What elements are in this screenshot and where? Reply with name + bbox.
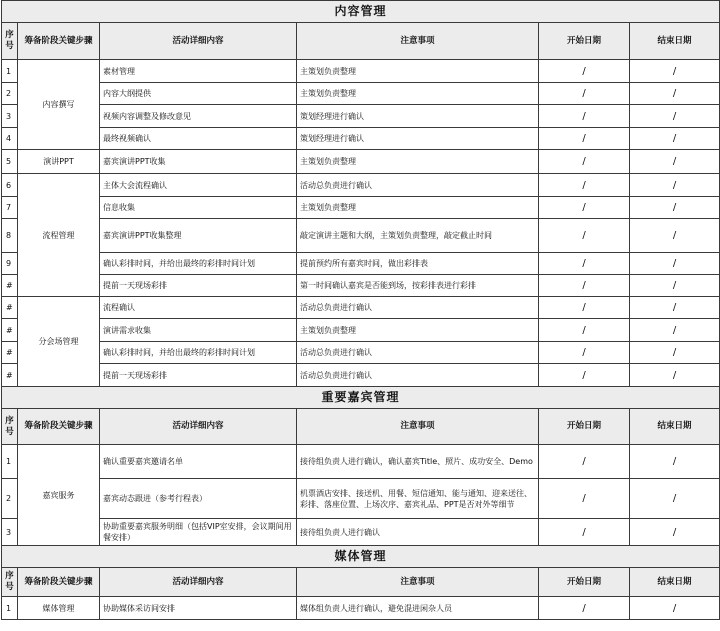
notes-cell: 第一时间确认嘉宾是否能到场，按彩排表进行彩排: [297, 275, 539, 297]
table-row: [2, 197, 720, 219]
table-row: [2, 342, 720, 364]
end-date-cell: /: [630, 479, 720, 519]
end-date-cell: /: [630, 519, 720, 546]
detail-cell: 视频内容调整及修改意见: [100, 105, 297, 128]
notes-cell: 媒体组负责人进行确认，避免混进闲杂人员: [297, 597, 539, 620]
row-number: 3: [2, 519, 18, 546]
table-row: [2, 83, 720, 105]
start-date-cell: /: [539, 105, 630, 128]
row-number: 1: [2, 60, 18, 83]
end-date-cell: /: [630, 105, 720, 128]
detail-cell: 嘉宾演讲PPT收集整理: [100, 219, 297, 253]
row-number: 7: [2, 197, 18, 219]
detail-cell: 嘉宾演讲PPT收集: [100, 150, 297, 174]
table-row: [2, 597, 720, 620]
end-date-cell: /: [630, 445, 720, 479]
row-number: 1: [2, 597, 18, 620]
notes-cell: 主策划负责整理: [297, 150, 539, 174]
table-row: [2, 297, 720, 319]
end-date-cell: /: [630, 219, 720, 253]
notes-cell: 接待组负责人进行确认: [297, 519, 539, 546]
detail-cell: 流程确认: [100, 297, 297, 319]
header-notes: 注意事项: [297, 568, 539, 597]
header-notes: 注意事项: [297, 23, 539, 60]
stage-cell: 演讲PPT: [18, 150, 100, 174]
table-row: [2, 519, 720, 546]
start-date-cell: /: [539, 253, 630, 275]
detail-cell: 素材管理: [100, 60, 297, 83]
notes-cell: 策划经理进行确认: [297, 105, 539, 128]
row-number: #: [2, 275, 18, 297]
end-date-cell: /: [630, 297, 720, 319]
table-row: [2, 219, 720, 253]
detail-cell: 演讲需求收集: [100, 319, 297, 342]
start-date-cell: /: [539, 275, 630, 297]
end-date-cell: /: [630, 275, 720, 297]
end-date-cell: /: [630, 342, 720, 364]
section-title: 重要嘉宾管理: [2, 387, 720, 409]
stage-cell: 分会场管理: [18, 297, 100, 387]
start-date-cell: /: [539, 128, 630, 150]
table-row: [2, 60, 720, 83]
start-date-cell: /: [539, 83, 630, 105]
start-date-cell: /: [539, 445, 630, 479]
notes-cell: 活动总负责进行确认: [297, 364, 539, 387]
end-date-cell: /: [630, 60, 720, 83]
notes-cell: 接待组负责人进行确认，确认嘉宾Title、照片、成功安全、Demo: [297, 445, 539, 479]
end-date-cell: /: [630, 150, 720, 174]
start-date-cell: /: [539, 479, 630, 519]
header-detail: 活动详细内容: [100, 409, 297, 445]
end-date-cell: /: [630, 253, 720, 275]
header-no: 序号: [2, 568, 18, 597]
table-row: [2, 364, 720, 387]
notes-cell: 策划经理进行确认: [297, 128, 539, 150]
row-number: 2: [2, 83, 18, 105]
stage-cell: 流程管理: [18, 174, 100, 297]
end-date-cell: /: [630, 197, 720, 219]
end-date-cell: /: [630, 83, 720, 105]
section-title: 内容管理: [2, 1, 720, 23]
start-date-cell: /: [539, 297, 630, 319]
header-end-date: 结束日期: [630, 23, 720, 60]
row-number: 2: [2, 479, 18, 519]
table-row: [2, 319, 720, 342]
row-number: #: [2, 297, 18, 319]
row-number: 9: [2, 253, 18, 275]
start-date-cell: /: [539, 219, 630, 253]
notes-cell: 提前预约所有嘉宾时间，做出彩排表: [297, 253, 539, 275]
notes-cell: 主策划负责整理: [297, 83, 539, 105]
header-end-date: 结束日期: [630, 568, 720, 597]
header-start-date: 开始日期: [539, 23, 630, 60]
header-notes: 注意事项: [297, 409, 539, 445]
detail-cell: 确认彩排时间，并给出最终的彩排时间计划: [100, 342, 297, 364]
row-number: 8: [2, 219, 18, 253]
stage-cell: 嘉宾服务: [18, 445, 100, 546]
end-date-cell: /: [630, 319, 720, 342]
end-date-cell: /: [630, 128, 720, 150]
notes-cell: 主策划负责整理: [297, 60, 539, 83]
notes-cell: 活动总负责进行确认: [297, 174, 539, 197]
stage-cell: 内容撰写: [18, 60, 100, 150]
notes-cell: 主策划负责整理: [297, 319, 539, 342]
detail-cell: 信息收集: [100, 197, 297, 219]
table-row: [2, 253, 720, 275]
table-row: [2, 128, 720, 150]
plan-table: [1, 0, 720, 620]
row-number: 6: [2, 174, 18, 197]
start-date-cell: /: [539, 364, 630, 387]
start-date-cell: /: [539, 519, 630, 546]
table-row: [2, 445, 720, 479]
start-date-cell: /: [539, 174, 630, 197]
end-date-cell: /: [630, 174, 720, 197]
detail-cell: 确认重要嘉宾邀请名单: [100, 445, 297, 479]
notes-cell: 活动总负责进行确认: [297, 342, 539, 364]
detail-cell: 提前一天现场彩排: [100, 275, 297, 297]
detail-cell: 确认彩排时间，并给出最终的彩排时间计划: [100, 253, 297, 275]
notes-cell: 主策划负责整理: [297, 197, 539, 219]
header-start-date: 开始日期: [539, 568, 630, 597]
start-date-cell: /: [539, 150, 630, 174]
table-row: [2, 479, 720, 519]
header-detail: 活动详细内容: [100, 23, 297, 60]
detail-cell: 协助重要嘉宾服务明细（包括VIP室安排，会议期间用餐安排）: [100, 519, 297, 546]
header-stage: 筹备阶段关键步骤: [18, 568, 100, 597]
table-row: [2, 174, 720, 197]
header-end-date: 结束日期: [630, 409, 720, 445]
detail-cell: 主体大会流程确认: [100, 174, 297, 197]
table-row: [2, 150, 720, 174]
notes-cell: 活动总负责进行确认: [297, 297, 539, 319]
end-date-cell: /: [630, 597, 720, 620]
header-no: 序号: [2, 409, 18, 445]
row-number: 5: [2, 150, 18, 174]
start-date-cell: /: [539, 597, 630, 620]
detail-cell: 协助媒体采访间安排: [100, 597, 297, 620]
table-row: [2, 105, 720, 128]
end-date-cell: /: [630, 364, 720, 387]
notes-cell: 机票酒店安排、接送机、用餐、短信通知、能与通知、迎来送往、彩排、落座位置、上场次序、嘉宾礼品、PPT是否对外等细节: [297, 479, 539, 519]
table-row: [2, 275, 720, 297]
detail-cell: 最终视频确认: [100, 128, 297, 150]
detail-cell: 内容大纲提供: [100, 83, 297, 105]
row-number: 4: [2, 128, 18, 150]
row-number: 3: [2, 105, 18, 128]
detail-cell: 提前一天现场彩排: [100, 364, 297, 387]
header-stage: 筹备阶段关键步骤: [18, 409, 100, 445]
detail-cell: 嘉宾动态跟进（参考行程表）: [100, 479, 297, 519]
row-number: #: [2, 342, 18, 364]
section-title: 媒体管理: [2, 546, 720, 568]
stage-cell: 媒体管理: [18, 597, 100, 620]
row-number: #: [2, 364, 18, 387]
notes-cell: 敲定演讲主题和大纲，主策划负责整理，敲定截止时间: [297, 219, 539, 253]
header-start-date: 开始日期: [539, 409, 630, 445]
start-date-cell: /: [539, 197, 630, 219]
header-no: 序号: [2, 23, 18, 60]
row-number: 1: [2, 445, 18, 479]
start-date-cell: /: [539, 60, 630, 83]
row-number: #: [2, 319, 18, 342]
header-detail: 活动详细内容: [100, 568, 297, 597]
start-date-cell: /: [539, 319, 630, 342]
start-date-cell: /: [539, 342, 630, 364]
header-stage: 筹备阶段关键步骤: [18, 23, 100, 60]
